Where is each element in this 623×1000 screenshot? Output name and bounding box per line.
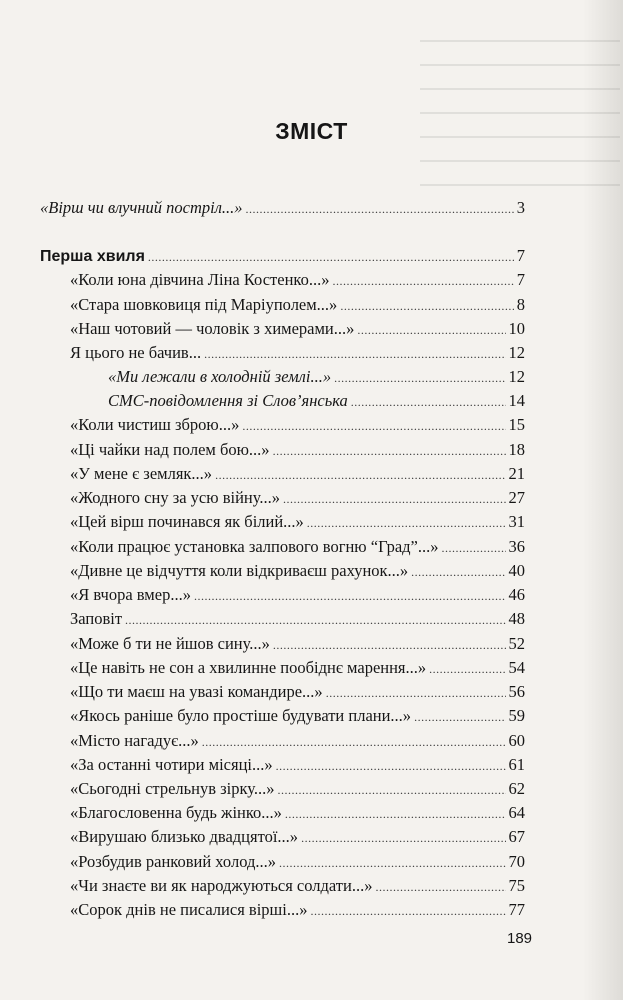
toc-entry-page: 62 — [508, 779, 525, 798]
toc-entry-title: СМС-повідомлення зі Слов’янська — [108, 391, 348, 410]
toc-entry — [70, 561, 525, 582]
toc-entry-page: 3 — [516, 198, 525, 217]
toc-entry — [70, 852, 525, 873]
toc-entry-title: «Місто нагадує...» — [70, 731, 199, 750]
toc-entry-title: «Дивне це відчуття коли відкриваєш рахунок...» — [70, 561, 409, 580]
toc-entry-page: 46 — [508, 585, 525, 604]
toc-entry-title: «Якось раніше було простіше будувати плани...» — [70, 706, 412, 725]
toc-entry — [70, 488, 525, 509]
dot-leader — [276, 756, 506, 776]
toc-entry-title: «Я вчора вмер...» — [70, 585, 191, 604]
toc-entry — [70, 900, 525, 921]
dot-leader — [307, 513, 506, 533]
toc-entry-title: «Може б ти не йшов сину...» — [70, 634, 270, 653]
dot-leader — [283, 489, 506, 509]
toc-entry — [70, 803, 525, 824]
toc-entry-title: «Розбудив ранковий холод...» — [70, 852, 276, 871]
toc-entry — [70, 295, 525, 316]
dot-leader — [194, 586, 506, 606]
toc-entry-page: 36 — [508, 537, 525, 556]
toc-entry-title: «Ці чайки над полем бою...» — [70, 440, 270, 459]
toc-entry — [70, 415, 525, 436]
dot-leader — [246, 199, 514, 219]
toc-entry-page: 52 — [508, 634, 525, 653]
toc-entry — [70, 876, 525, 897]
dot-leader — [273, 635, 506, 655]
toc-entry — [70, 512, 525, 533]
dot-leader — [334, 368, 505, 388]
toc-entry-page: 54 — [508, 658, 525, 677]
dot-leader — [429, 659, 505, 679]
toc-entry-page: 48 — [508, 609, 525, 628]
toc-entry-title: «Благословенна будь жінко...» — [70, 803, 282, 822]
toc-entry — [70, 827, 525, 848]
toc-entry-page: 27 — [508, 488, 525, 507]
toc-entry — [70, 682, 525, 703]
toc-entry — [70, 731, 525, 752]
dot-leader — [340, 296, 513, 316]
dot-leader — [204, 344, 505, 364]
dot-leader — [278, 780, 506, 800]
toc-entry — [70, 343, 525, 364]
toc-section-heading — [40, 246, 525, 267]
dot-leader — [414, 707, 505, 727]
toc-entry-title: «Наш чотовий — чоловік з химерами...» — [70, 319, 355, 338]
toc-entry — [70, 585, 525, 606]
dot-leader — [125, 610, 505, 630]
toc-entry-page: 12 — [508, 367, 525, 386]
dot-leader — [285, 804, 506, 824]
dot-leader — [279, 853, 506, 873]
dot-leader — [375, 877, 505, 897]
toc-entry-page: 10 — [508, 319, 525, 338]
dot-leader — [215, 465, 505, 485]
toc-entry-title: «Коли працює установка залпового вогню “Град”...» — [70, 537, 439, 556]
dot-leader — [442, 538, 506, 558]
dot-leader — [242, 416, 505, 436]
toc-entry-page: 67 — [508, 827, 525, 846]
toc-entry — [108, 367, 525, 388]
toc-entry-page: 64 — [508, 803, 525, 822]
toc-entry-page: 12 — [508, 343, 525, 362]
dot-leader — [357, 320, 505, 340]
toc-entry-title: «Коли чистиш зброю...» — [70, 415, 240, 434]
toc-entry-page: 60 — [508, 731, 525, 750]
toc-entry-title: «Сорок днів не писалися вірші...» — [70, 900, 308, 919]
toc-entry-page: 40 — [508, 561, 525, 580]
toc-entry — [70, 319, 525, 340]
toc-entry-page: 56 — [508, 682, 525, 701]
page-number: 189 — [507, 930, 533, 947]
dot-leader — [202, 732, 506, 752]
toc-entry-page: 21 — [508, 464, 525, 483]
toc-entry-page: 77 — [508, 900, 525, 919]
toc-entry-title: «За останні чотири місяці...» — [70, 755, 273, 774]
dot-leader — [411, 562, 505, 582]
toc-entry — [70, 779, 525, 800]
toc-entry-title: «Ми лежали в холодній землі...» — [108, 367, 332, 386]
toc-entry-title: «Цей вірш починався як білий...» — [70, 512, 304, 531]
toc-entry-page: 14 — [508, 391, 525, 410]
toc-entry-title: «Коли юна дівчина Ліна Костенко...» — [70, 270, 330, 289]
toc-entry-page: 31 — [508, 512, 525, 531]
toc-entry — [70, 755, 525, 776]
toc-entry — [70, 537, 525, 558]
toc-entry-title: «Чи знаєте ви як народжуються солдати...» — [70, 876, 373, 895]
toc-entry-page: 59 — [508, 706, 525, 725]
dot-leader — [332, 271, 513, 291]
toc-entry-title: Я цього не бачив... — [70, 343, 202, 362]
toc-entry-page: 8 — [516, 295, 525, 314]
toc-entry — [70, 464, 525, 485]
dot-leader — [148, 247, 514, 267]
toc-entry-title: «Вірш чи влучний постріл...» — [40, 198, 243, 217]
toc-entry-title: «Сьогодні стрельнув зірку...» — [70, 779, 275, 798]
toc-entry-page: 61 — [508, 755, 525, 774]
toc-entry-title: «Жодного сну за усю війну...» — [70, 488, 280, 507]
toc-entry-page: 15 — [508, 415, 525, 434]
dot-leader — [351, 392, 506, 412]
toc-entry — [70, 658, 525, 679]
toc-entry-page: 75 — [508, 876, 525, 895]
toc-entry-page: 7 — [516, 246, 525, 265]
toc-entry — [70, 270, 525, 291]
toc-entry — [70, 634, 525, 655]
toc-entry-title: Заповіт — [70, 609, 123, 628]
dot-leader — [326, 683, 506, 703]
toc-entry-title: «Це навіть не сон а хвилинне пообіднє марення...» — [70, 658, 427, 677]
toc-entry-page: 70 — [508, 852, 525, 871]
toc-entry-title: «Вирушаю близько двадцятої...» — [70, 827, 299, 846]
toc-entry-title: «У мене є земляк...» — [70, 464, 213, 483]
toc-entry — [108, 391, 525, 412]
toc-entry — [70, 609, 525, 630]
toc-entry-title: Перша хвиля — [40, 248, 145, 265]
page-title: ЗМІСТ — [275, 118, 348, 144]
toc-entry-page: 18 — [508, 440, 525, 459]
toc-entry-page: 7 — [516, 270, 525, 289]
toc-entry-title: «Що ти маєш на увазі командире...» — [70, 682, 323, 701]
dot-leader — [310, 901, 505, 921]
toc-entry — [70, 706, 525, 727]
toc-entry — [40, 198, 525, 219]
dot-leader — [273, 441, 506, 461]
dot-leader — [301, 828, 505, 848]
toc-entry — [70, 440, 525, 461]
toc-entry-title: «Стара шовковиця під Маріуполем...» — [70, 295, 338, 314]
